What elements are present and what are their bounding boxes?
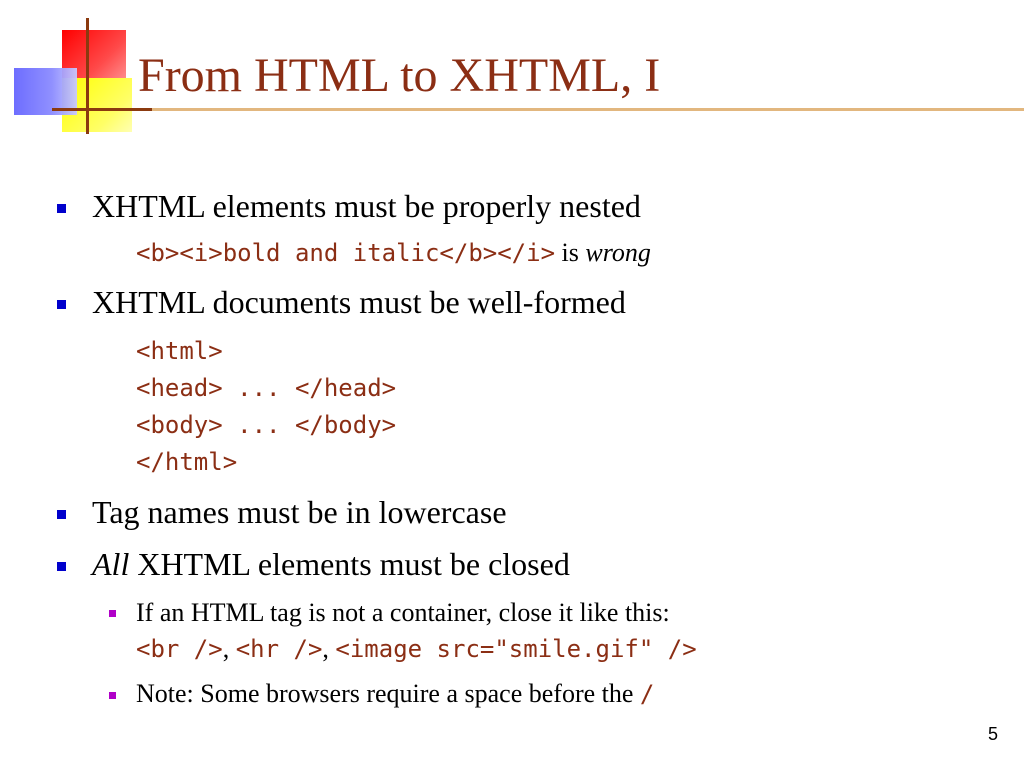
code-hr: <hr /> — [235, 635, 323, 663]
code-body: <body> ... </body> — [136, 411, 397, 439]
sub-bullet-container: If an HTML tag is not a container, close it like this: — [136, 598, 670, 627]
slide-title: From HTML to XHTML, I — [138, 49, 661, 102]
bullet-properly-nested: XHTML elements must be properly nested — [92, 188, 641, 224]
note-slash: / — [639, 680, 655, 708]
code-html-open: <html> — [136, 337, 223, 365]
bullet-closed-all: All — [92, 546, 130, 582]
code-br: <br /> — [136, 635, 223, 663]
code-image: <image src="smile.gif" /> — [335, 635, 697, 663]
bullet-well-formed: XHTML documents must be well-formed — [92, 284, 626, 320]
self-closing-examples — [136, 634, 697, 664]
code-head: <head> ... </head> — [136, 374, 397, 402]
nested-example-wrong: wrong — [585, 238, 651, 267]
bullet-lowercase: Tag names must be in lowercase — [92, 494, 507, 530]
title-underline-accent — [52, 108, 152, 111]
bullet-marker — [57, 300, 66, 309]
note-text: Note: Some browsers require a space before the — [136, 679, 640, 708]
sep-a: , — [222, 634, 236, 663]
sep-b: , — [322, 634, 336, 663]
sub-bullet-marker — [109, 610, 116, 617]
logo-vertical-line — [86, 18, 89, 134]
sub-bullet-note — [136, 679, 654, 709]
page-number: 5 — [987, 724, 998, 744]
bullet-closed — [92, 546, 570, 583]
sub-bullet-marker — [109, 692, 116, 699]
bullet-marker — [57, 510, 66, 519]
title-underline — [52, 108, 1024, 111]
bullet-marker — [57, 562, 66, 571]
code-html-close: </html> — [136, 448, 238, 476]
nested-example-code: <b><i>bold and italic</b></i> — [136, 239, 556, 267]
bullet-marker — [57, 204, 66, 213]
nested-example-line — [136, 238, 651, 268]
nested-example-is: is — [555, 238, 586, 267]
bullet-closed-rest: XHTML elements must be closed — [129, 546, 570, 582]
